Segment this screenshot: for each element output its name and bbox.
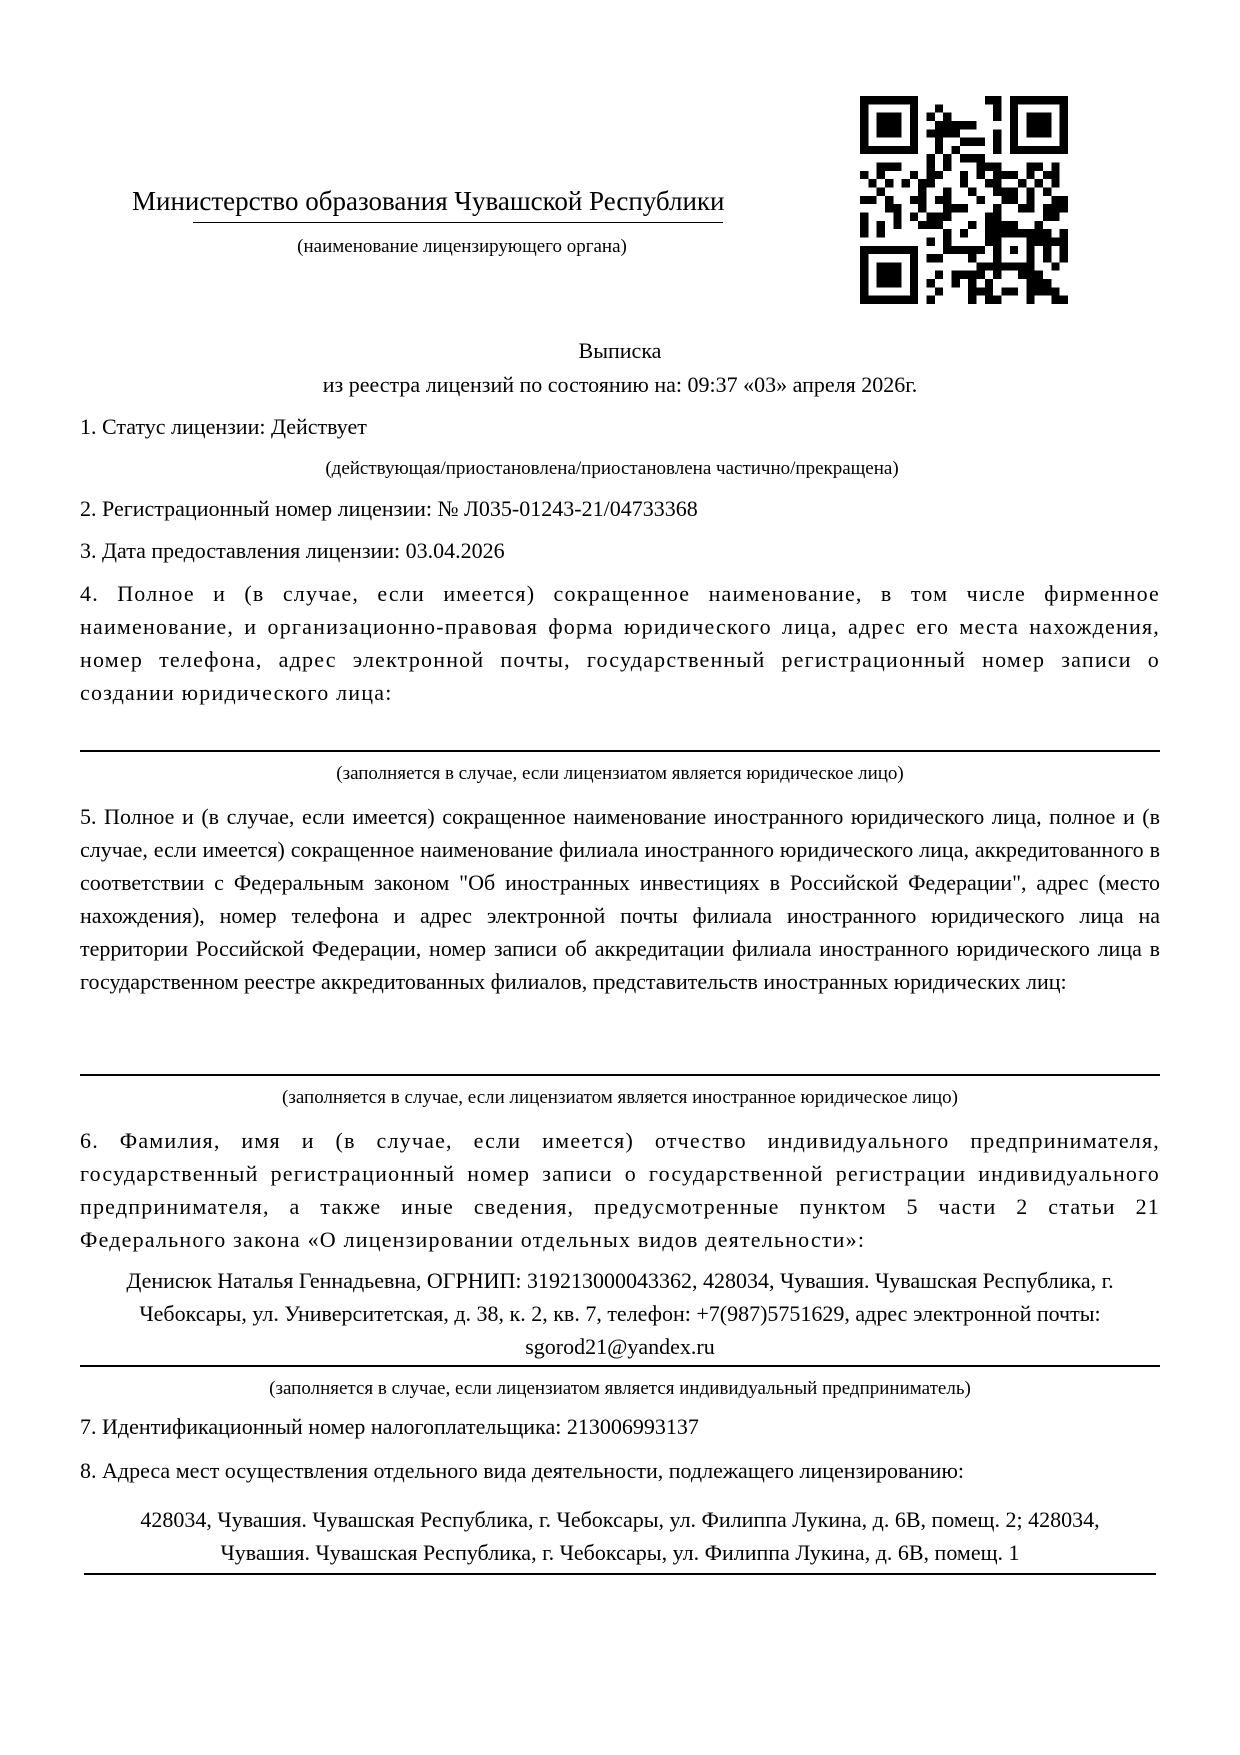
item-8-value-rule	[84, 1573, 1156, 1575]
license-date: 3. Дата предоставления лицензии: 03.04.2026	[80, 538, 505, 563]
activity-addresses-value: 428034, Чувашия. Чувашская Республика, г. Чебоксары, ул. Филиппа Лукина, д. 6В, помещ. 2; 428034, Чувашия. Чувашская Республика, г. Чебоксары, ул. Филиппа Лукина, д. 6В, помещ. 1	[140, 1507, 1100, 1565]
item-5-value-rule	[80, 1074, 1160, 1076]
item-6-entrepreneur: 6. Фамилия, имя и (в случае, если имеется) отчество индивидуального предпринимателя, государственный регистрационный номер записи о государственной регистрации индивидуального предпринимателя, а также иные сведения, предусмотренные пунктом 5 части 2 статьи 21 Федерального закона «О лицензировании отдельных видов деятельности»:	[80, 1128, 1160, 1252]
taxpayer-id: 7. Идентификационный номер налогоплательщика: 213006993137	[80, 1414, 699, 1439]
authority-underline	[193, 222, 723, 223]
license-status: 1. Статус лицензии: Действует	[80, 414, 367, 439]
document-title: Выписка	[578, 338, 662, 363]
item-4-value-rule	[80, 750, 1160, 752]
licensing-authority-name: Министерство образования Чувашской Республики	[132, 186, 725, 216]
license-number: 2. Регистрационный номер лицензии: № Л035-01243-21/04733368	[80, 496, 698, 521]
item-4-caption: (заполняется в случае, если лицензиатом является юридическое лицо)	[336, 763, 904, 784]
item-6-caption: (заполняется в случае, если лицензиатом является индивидуальный предприниматель)	[269, 1378, 971, 1399]
item-6-value: Денисюк Наталья Геннадьевна, ОГРНИП: 319213000043362, 428034, Чувашия. Чувашская Республика, г. Чебоксары, ул. Университетская, д. 38, к. 2, кв. 7, телефон: +7(987)5751629, адрес электронной почты: sgorod21@yandex.ru	[126, 1268, 1114, 1359]
authority-caption: (наименование лицензирующего органа)	[297, 236, 627, 257]
license-status-caption: (действующая/приостановлена/приостановлена частично/прекращена)	[325, 458, 899, 479]
item-4-legal-entity: 4. Полное и (в случае, если имеется) сокращенное наименование, в том числе фирменное наименование, и организационно-правовая форма юридического лица, адрес его места нахождения, номер телефона, адрес электронной почты, государственный регистрационный номер записи о создании юридического лица:	[80, 581, 1160, 705]
qr-code-icon	[860, 96, 1068, 304]
item-5-caption: (заполняется в случае, если лицензиатом является иностранное юридическое лицо)	[282, 1087, 958, 1108]
item-6-value-rule	[80, 1365, 1160, 1367]
item-5-foreign-entity: 5. Полное и (в случае, если имеется) сокращенное наименование иностранного юридического лица, полное и (в случае, если имеется) сокращенное наименование филиала иностранного юридического лица, аккредитованного в соответствии с Федеральным законом "Об иностранных инвестициях в Российской Федерации", адрес (место нахождения), номер телефона и адрес электронной почты филиала иностранного юридического лица на территории Российской Федерации, номер записи об аккредитации филиала иностранного юридического лица в государственном реестре аккредитованных филиалов, представительств иностранных юридических лиц:	[80, 804, 1160, 994]
activity-addresses-label: 8. Адреса мест осуществления отдельного вида деятельности, подлежащего лицензированию:	[80, 1458, 964, 1483]
document-subtitle: из реестра лицензий по состоянию на: 09:37 «03» апреля 2026г.	[322, 372, 918, 397]
